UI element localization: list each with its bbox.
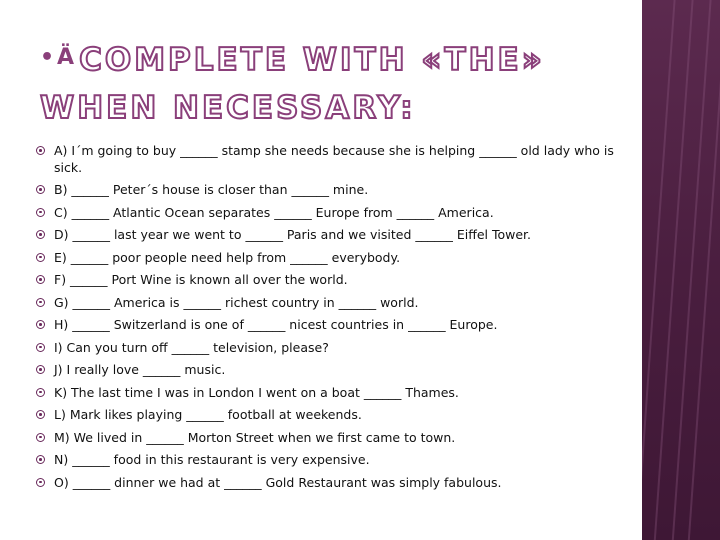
exercise-list xyxy=(36,143,626,497)
exercise-text: H) ______ Switzerland is one of ______ nicest countries in ______ Europe. xyxy=(54,317,498,332)
exercise-item-o xyxy=(36,475,626,492)
exercise-item-h xyxy=(36,317,626,334)
exercise-text: G) ______ America is ______ richest country in ______ world. xyxy=(54,294,419,310)
circle-bullet-icon xyxy=(36,298,45,307)
exercise-text: E) ______ poor people need help from ______ everybody. xyxy=(54,249,401,265)
circle-bullet-icon xyxy=(36,433,45,442)
exercise-text: M) We lived in ______ Morton Street when we first came to town. xyxy=(54,429,456,445)
circle-bullet-icon xyxy=(36,146,45,155)
circle-bullet-icon xyxy=(36,478,45,487)
exercise-text: O) ______ dinner we had at ______ Gold Restaurant was simply fabulous. xyxy=(54,474,502,490)
exercise-item-j xyxy=(36,362,626,379)
circle-bullet-icon xyxy=(36,208,45,217)
exercise-item-k xyxy=(36,385,626,402)
circle-bullet-icon xyxy=(36,410,45,419)
exercise-item-d xyxy=(36,227,626,244)
exercise-text: K) The last time I was in London I went on a boat ______ Thames. xyxy=(54,384,459,400)
slide-title-text: COMPLETE WITH «THE» WHEN NECESSARY: xyxy=(40,42,545,126)
exercise-text: A) I´m going to buy ______ stamp she needs because she is helping ______ old lady who is sick. xyxy=(54,143,614,175)
exercise-item-c xyxy=(36,205,626,222)
circle-bullet-icon xyxy=(36,275,45,284)
exercise-text: N) ______ food in this restaurant is very expensive. xyxy=(54,452,370,467)
circle-bullet-icon xyxy=(36,320,45,329)
exercise-item-i xyxy=(36,340,626,357)
exercise-text: C) ______ Atlantic Ocean separates ______ Europe from ______ America. xyxy=(54,204,494,220)
exercise-item-n xyxy=(36,452,626,469)
exercise-text: J) I really love ______ music. xyxy=(54,362,226,377)
decorative-sidebar xyxy=(642,0,720,540)
exercise-item-a xyxy=(36,143,626,176)
circle-bullet-icon xyxy=(36,230,45,239)
circle-bullet-icon xyxy=(36,365,45,374)
circle-bullet-icon xyxy=(36,455,45,464)
circle-bullet-icon xyxy=(36,388,45,397)
circle-bullet-icon xyxy=(36,185,45,194)
circle-bullet-icon xyxy=(36,253,45,262)
title-bullet-icon: •Ä xyxy=(40,45,78,70)
slide-title xyxy=(40,38,600,130)
exercise-item-e xyxy=(36,250,626,267)
exercise-item-b xyxy=(36,182,626,199)
exercise-item-g xyxy=(36,295,626,312)
exercise-text: D) ______ last year we went to ______ Paris and we visited ______ Eiffel Tower. xyxy=(54,227,532,242)
exercise-text: B) ______ Peter´s house is closer than ______ mine. xyxy=(54,182,369,197)
exercise-text: I) Can you turn off ______ television, please? xyxy=(54,339,329,355)
exercise-text: F) ______ Port Wine is known all over the world. xyxy=(54,272,348,287)
exercise-item-m xyxy=(36,430,626,447)
exercise-text: L) Mark likes playing ______ football at weekends. xyxy=(54,407,362,422)
exercise-item-f xyxy=(36,272,626,289)
exercise-item-l xyxy=(36,407,626,424)
circle-bullet-icon xyxy=(36,343,45,352)
